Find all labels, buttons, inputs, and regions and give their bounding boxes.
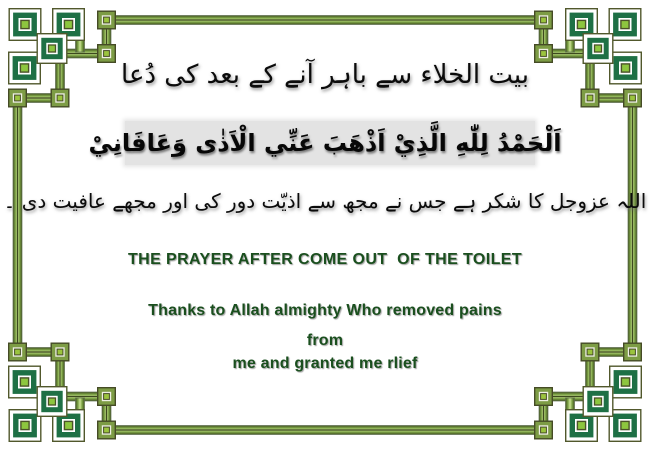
- english-translation-line: me and granted me rlief: [232, 355, 418, 372]
- english-heading: THE PRAYER AFTER COME OUT OF THE TOILET: [127, 251, 523, 268]
- arabic-dua: اَلْحَمْدُ لِلّٰهِ الَّذِيْ اَذْهَبَ عَنِّي الْاَذٰى وَعَافَانِيْ: [88, 129, 562, 157]
- frame-bottom-band: [102, 426, 548, 435]
- urdu-title: بیت الخلاء سے باہر آنے کے بعد کی دُعا: [121, 60, 529, 90]
- frame-top-band: [102, 16, 548, 25]
- urdu-translation: اللہ عزوجل کا شکر ہے جس نے مجھ سے اذیّت دور کی اور مجھے عافیت دی ۔: [3, 189, 647, 213]
- english-translation-line: Thanks to Allah almighty Who removed pains: [148, 302, 502, 319]
- english-translation-line: from: [306, 332, 344, 349]
